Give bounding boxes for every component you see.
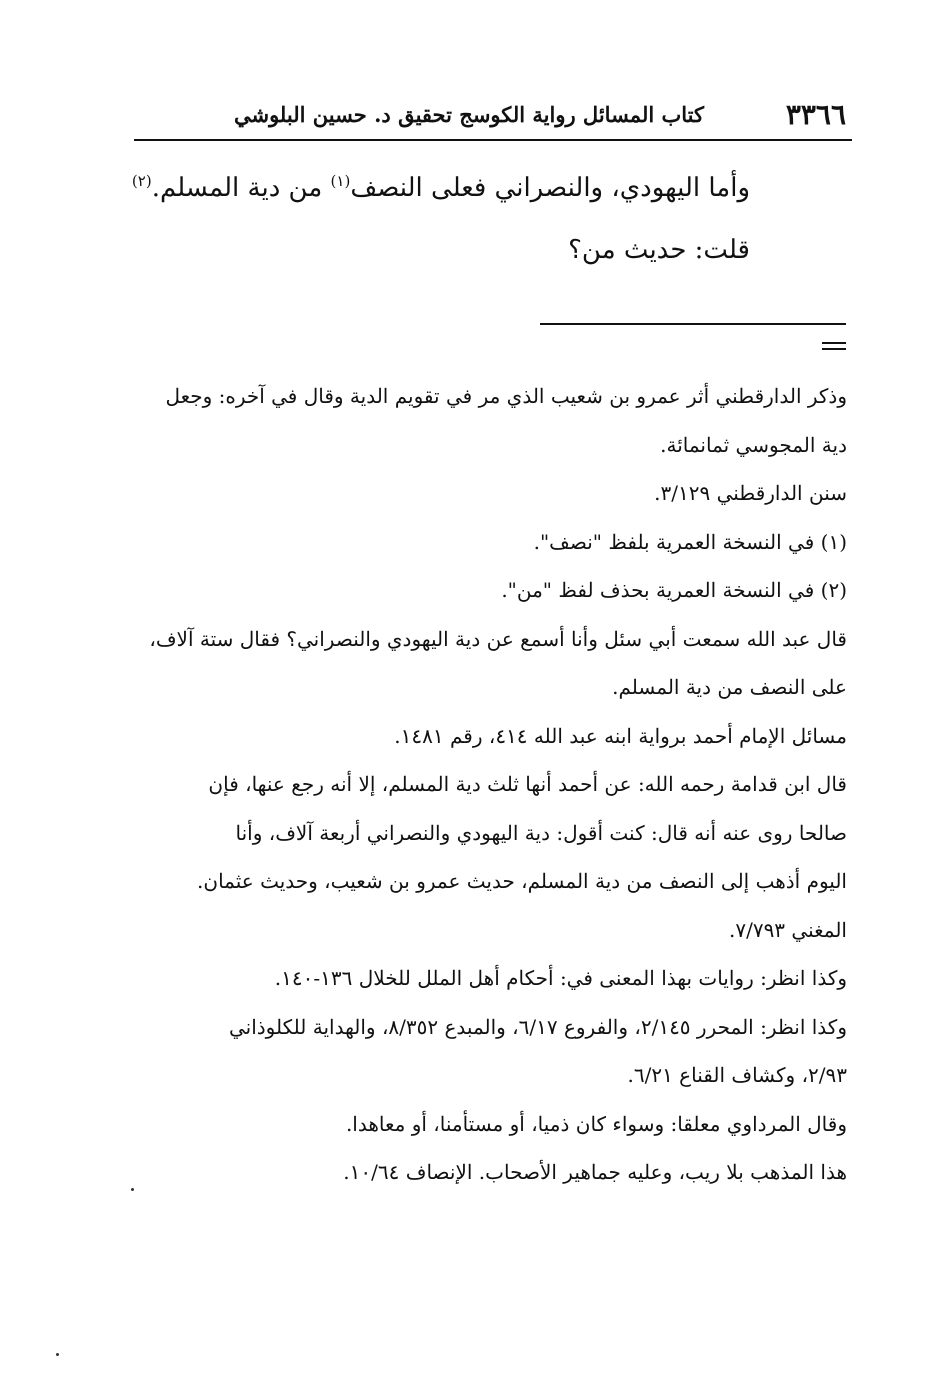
scan-speck [131,1188,134,1191]
continuation-mark-stroke [822,342,846,344]
footnote-line: ٢/٩٣، وكشاف القناع ٦/٢١. [627,1063,847,1087]
main-text-line: قلت: حديث من؟ [568,235,750,265]
main-text-segment: من دية المسلم. [151,173,331,203]
main-text-line [130,172,750,204]
footnote-line: وذكر الدارقطني أثر عمرو بن شعيب الذي مر في تقويم الدية وقال في آخره: وجعل [165,384,847,408]
running-title: كتاب المسائل رواية الكوسج تحقيق د. حسين البلوشي [233,102,704,127]
footnote-line: وكذا انظر: المحرر ٢/١٤٥، والفروع ٦/١٧، والمبدع ٨/٣٥٢، والهداية للكلوذاني [228,1014,847,1039]
footnote-reference: (١) [330,172,351,190]
footnote-line: قال عبد الله سمعت أبي سئل وأنا أسمع عن دية اليهودي والنصراني؟ فقال ستة آلاف، [149,626,847,651]
page-header [134,96,846,136]
footnote-divider [540,323,846,325]
footnote-line: اليوم أذهب إلى النصف من دية المسلم، حديث عمرو بن شعيب، وحديث عثمان. [197,869,847,893]
footnote-reference: (٢) [131,172,152,190]
footnote-line: المغني ٧/٧٩٣. [728,917,847,942]
footnote-line: وقال المرداوي معلقا: وسواء كان ذميا، أو مستأمنا، أو معاهدا. [345,1111,847,1136]
scan-speck [56,1353,59,1356]
main-text [130,172,750,296]
footnotes [132,372,847,1197]
footnote-line: هذا المذهب بلا ريب، وعليه جماهير الأصحاب. الإنصاف ١٠/٦٤. [343,1160,847,1184]
header-divider [134,139,852,141]
page-number: ٣٣٦٦ [785,98,846,131]
footnote-line: (١) في النسخة العمرية بلفظ "نصف". [533,529,847,554]
footnote-line: مسائل الإمام أحمد برواية ابنه عبد الله ٤١٤، رقم ١٤٨١. [394,723,847,748]
footnote-line: سنن الدارقطني ٣/١٢٩. [654,481,847,505]
footnote-line: دية المجوسي ثمانمائة. [660,432,847,457]
main-text-segment: وأما اليهودي، والنصراني فعلى النصف [350,173,750,203]
footnote-line: صالحا روى عنه أنه قال: كنت أقول: دية اليهودي والنصراني أربعة آلاف، وأنا [235,820,847,845]
continuation-mark-stroke [822,348,846,350]
footnote-line: قال ابن قدامة رحمه الله: عن أحمد أنها ثلث دية المسلم، إلا أنه رجع عنها، فإن [208,772,847,796]
footnote-line: وكذا انظر: روايات بهذا المعنى في: أحكام أهل الملل للخلال ١٣٦-١٤٠. [274,966,847,990]
footnote-line: على النصف من دية المسلم. [612,675,847,699]
footnote-continuation-mark [822,342,846,352]
footnote-line: (٢) في النسخة العمرية بحذف لفظ "من". [501,578,847,602]
